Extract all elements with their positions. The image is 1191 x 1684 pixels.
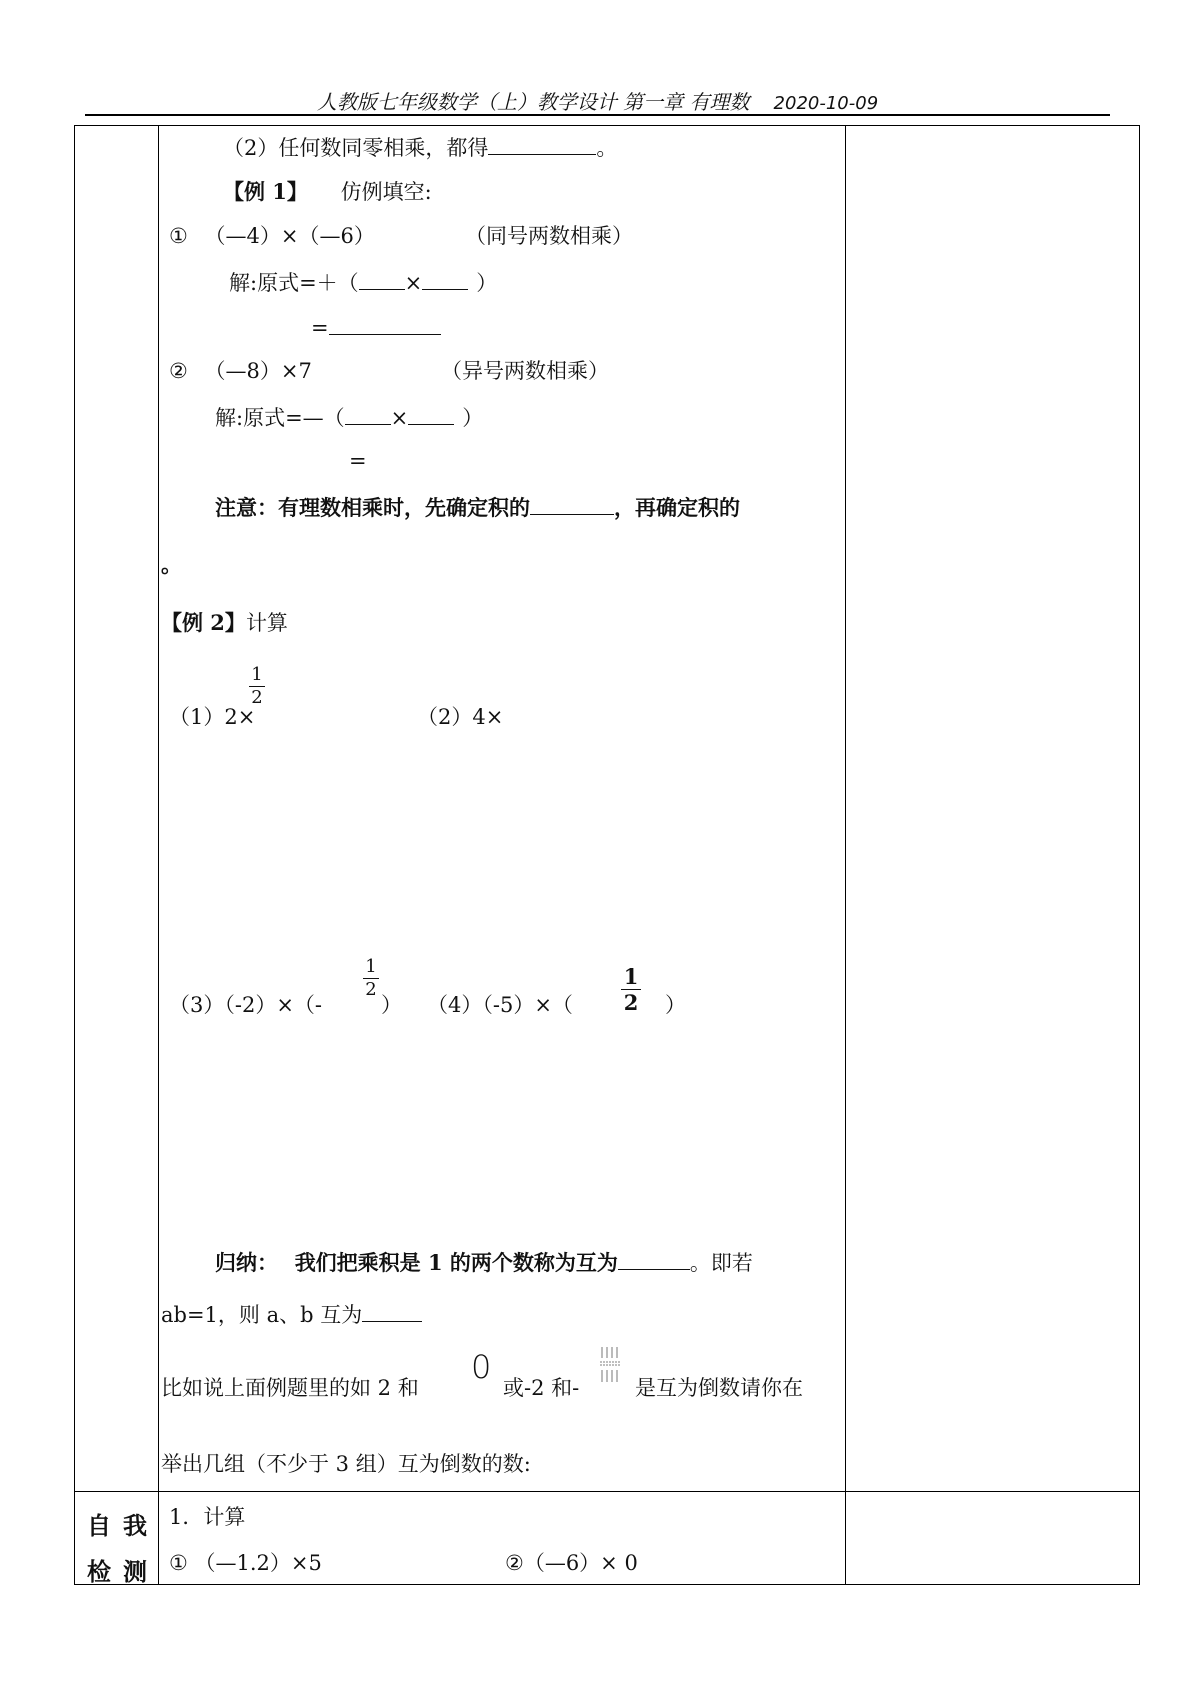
item2-blank-a	[345, 406, 391, 425]
lesson-table	[74, 125, 1140, 1585]
column-divider-right	[845, 126, 846, 1584]
item2-close: ）	[462, 406, 484, 430]
example-line-b: 或-2 和-	[503, 1376, 580, 1400]
note-blank	[530, 496, 614, 515]
example2-label: 【例 2】	[161, 610, 246, 635]
calc2-expression: （2）4×	[417, 705, 504, 729]
calc1-frac-den: 2	[251, 687, 263, 708]
item2-times: ×	[390, 406, 409, 430]
calc3-frac-den: 2	[365, 979, 377, 1000]
item2-solution	[215, 406, 483, 429]
calc3-text-a: （3）（-2）×（-	[169, 993, 323, 1017]
summary-blank	[618, 1251, 690, 1270]
calc4-frac-num: 1	[623, 964, 639, 989]
header-title	[85, 86, 1110, 115]
item1-blank-a	[359, 271, 405, 290]
note-end: 。	[161, 552, 182, 577]
calc3-text-b: ）	[381, 993, 402, 1017]
summary-text: 我们把乘积是 1 的两个数称为互为	[294, 1250, 618, 1275]
tiny-fraction-icon	[599, 1344, 621, 1386]
summary-label: 归纳：	[215, 1250, 278, 1275]
example1-heading	[223, 181, 432, 203]
summary-line2-blank	[362, 1303, 422, 1322]
calc1-fraction	[249, 666, 265, 707]
example2-heading	[161, 612, 288, 634]
example2-text: 计算	[245, 611, 288, 635]
item1-times: ×	[404, 271, 423, 295]
zero-rule-blank	[488, 136, 596, 155]
self-check-title: 1．计算	[169, 1505, 246, 1529]
item1-blank-b	[422, 271, 468, 290]
summary-end: 。即若	[689, 1251, 753, 1275]
calc4-text-a: （4）（-5）×（	[427, 993, 573, 1017]
item1-result	[311, 316, 441, 339]
summary-line2	[161, 1303, 422, 1326]
item2-equals: =	[349, 449, 367, 473]
zero-rule-line	[223, 136, 617, 159]
zero-rule-text: （2）任何数同零相乘，都得	[223, 136, 489, 160]
note-line	[215, 496, 740, 518]
example-line2: 举出几组（不少于 3 组）互为倒数的数:	[161, 1452, 531, 1476]
zero-glyph-icon: 0	[471, 1348, 492, 1386]
calc3-expression	[169, 995, 322, 1016]
item2-blank-b	[408, 406, 454, 425]
item2-expression: （—8）×7	[204, 359, 312, 383]
column-divider-left	[158, 126, 159, 1584]
self-check-item-a: ① （—1.2）×5	[169, 1551, 322, 1575]
calc3-fraction	[363, 958, 379, 999]
self-check-item-b: ②（—6）× 0	[505, 1551, 638, 1575]
item1-solution	[229, 271, 497, 294]
item1-result-blank	[329, 316, 441, 335]
header-date: 2020-10-09	[773, 93, 879, 114]
row-divider	[75, 1491, 1139, 1492]
calc4-fraction	[621, 966, 641, 1013]
item2-solution-prefix: 解:原式=—（	[215, 406, 345, 430]
calc1-expression: （1）2×	[169, 705, 256, 729]
calc3-frac-num: 1	[365, 956, 377, 977]
item1-solution-prefix: 解:原式=＋（	[229, 271, 359, 295]
calc4-text-b: ）	[665, 993, 686, 1017]
page-header	[85, 86, 1110, 116]
item1-close: ）	[476, 271, 498, 295]
item1-equals: =	[311, 316, 329, 340]
note-part1: 注意：有理数相乘时，先确定积的	[215, 495, 530, 520]
summary-line	[215, 1251, 753, 1274]
example-line-a: 比如说上面例题里的如 2 和	[161, 1376, 419, 1400]
item1-line	[169, 226, 375, 247]
self-check-label-top: 自我	[87, 1511, 159, 1540]
item1-expression: （—4）×（—6）	[204, 224, 375, 248]
example1-label: 【例 1】	[223, 179, 308, 204]
example-line-c: 是互为倒数请你在	[635, 1376, 803, 1400]
item2-line	[169, 361, 312, 382]
calc1-frac-num: 1	[251, 664, 263, 685]
item1-number: ①	[169, 224, 188, 248]
self-check-label-bottom: 检测	[87, 1557, 159, 1586]
item1-note: （同号两数相乘）	[465, 224, 633, 248]
header-title-text: 人教版七年级数学（上）教学设计 第一章 有理数	[316, 90, 750, 114]
item2-number: ②	[169, 359, 188, 383]
example1-text: 仿例填空:	[340, 180, 432, 204]
zero-rule-end: 。	[596, 136, 618, 160]
calc4-frac-den: 2	[623, 990, 639, 1015]
note-part2: ，再确定积的	[614, 495, 740, 520]
item2-note: （异号两数相乘）	[441, 359, 609, 383]
summary-line2-text: ab=1，则 a、b 互为	[161, 1303, 363, 1327]
